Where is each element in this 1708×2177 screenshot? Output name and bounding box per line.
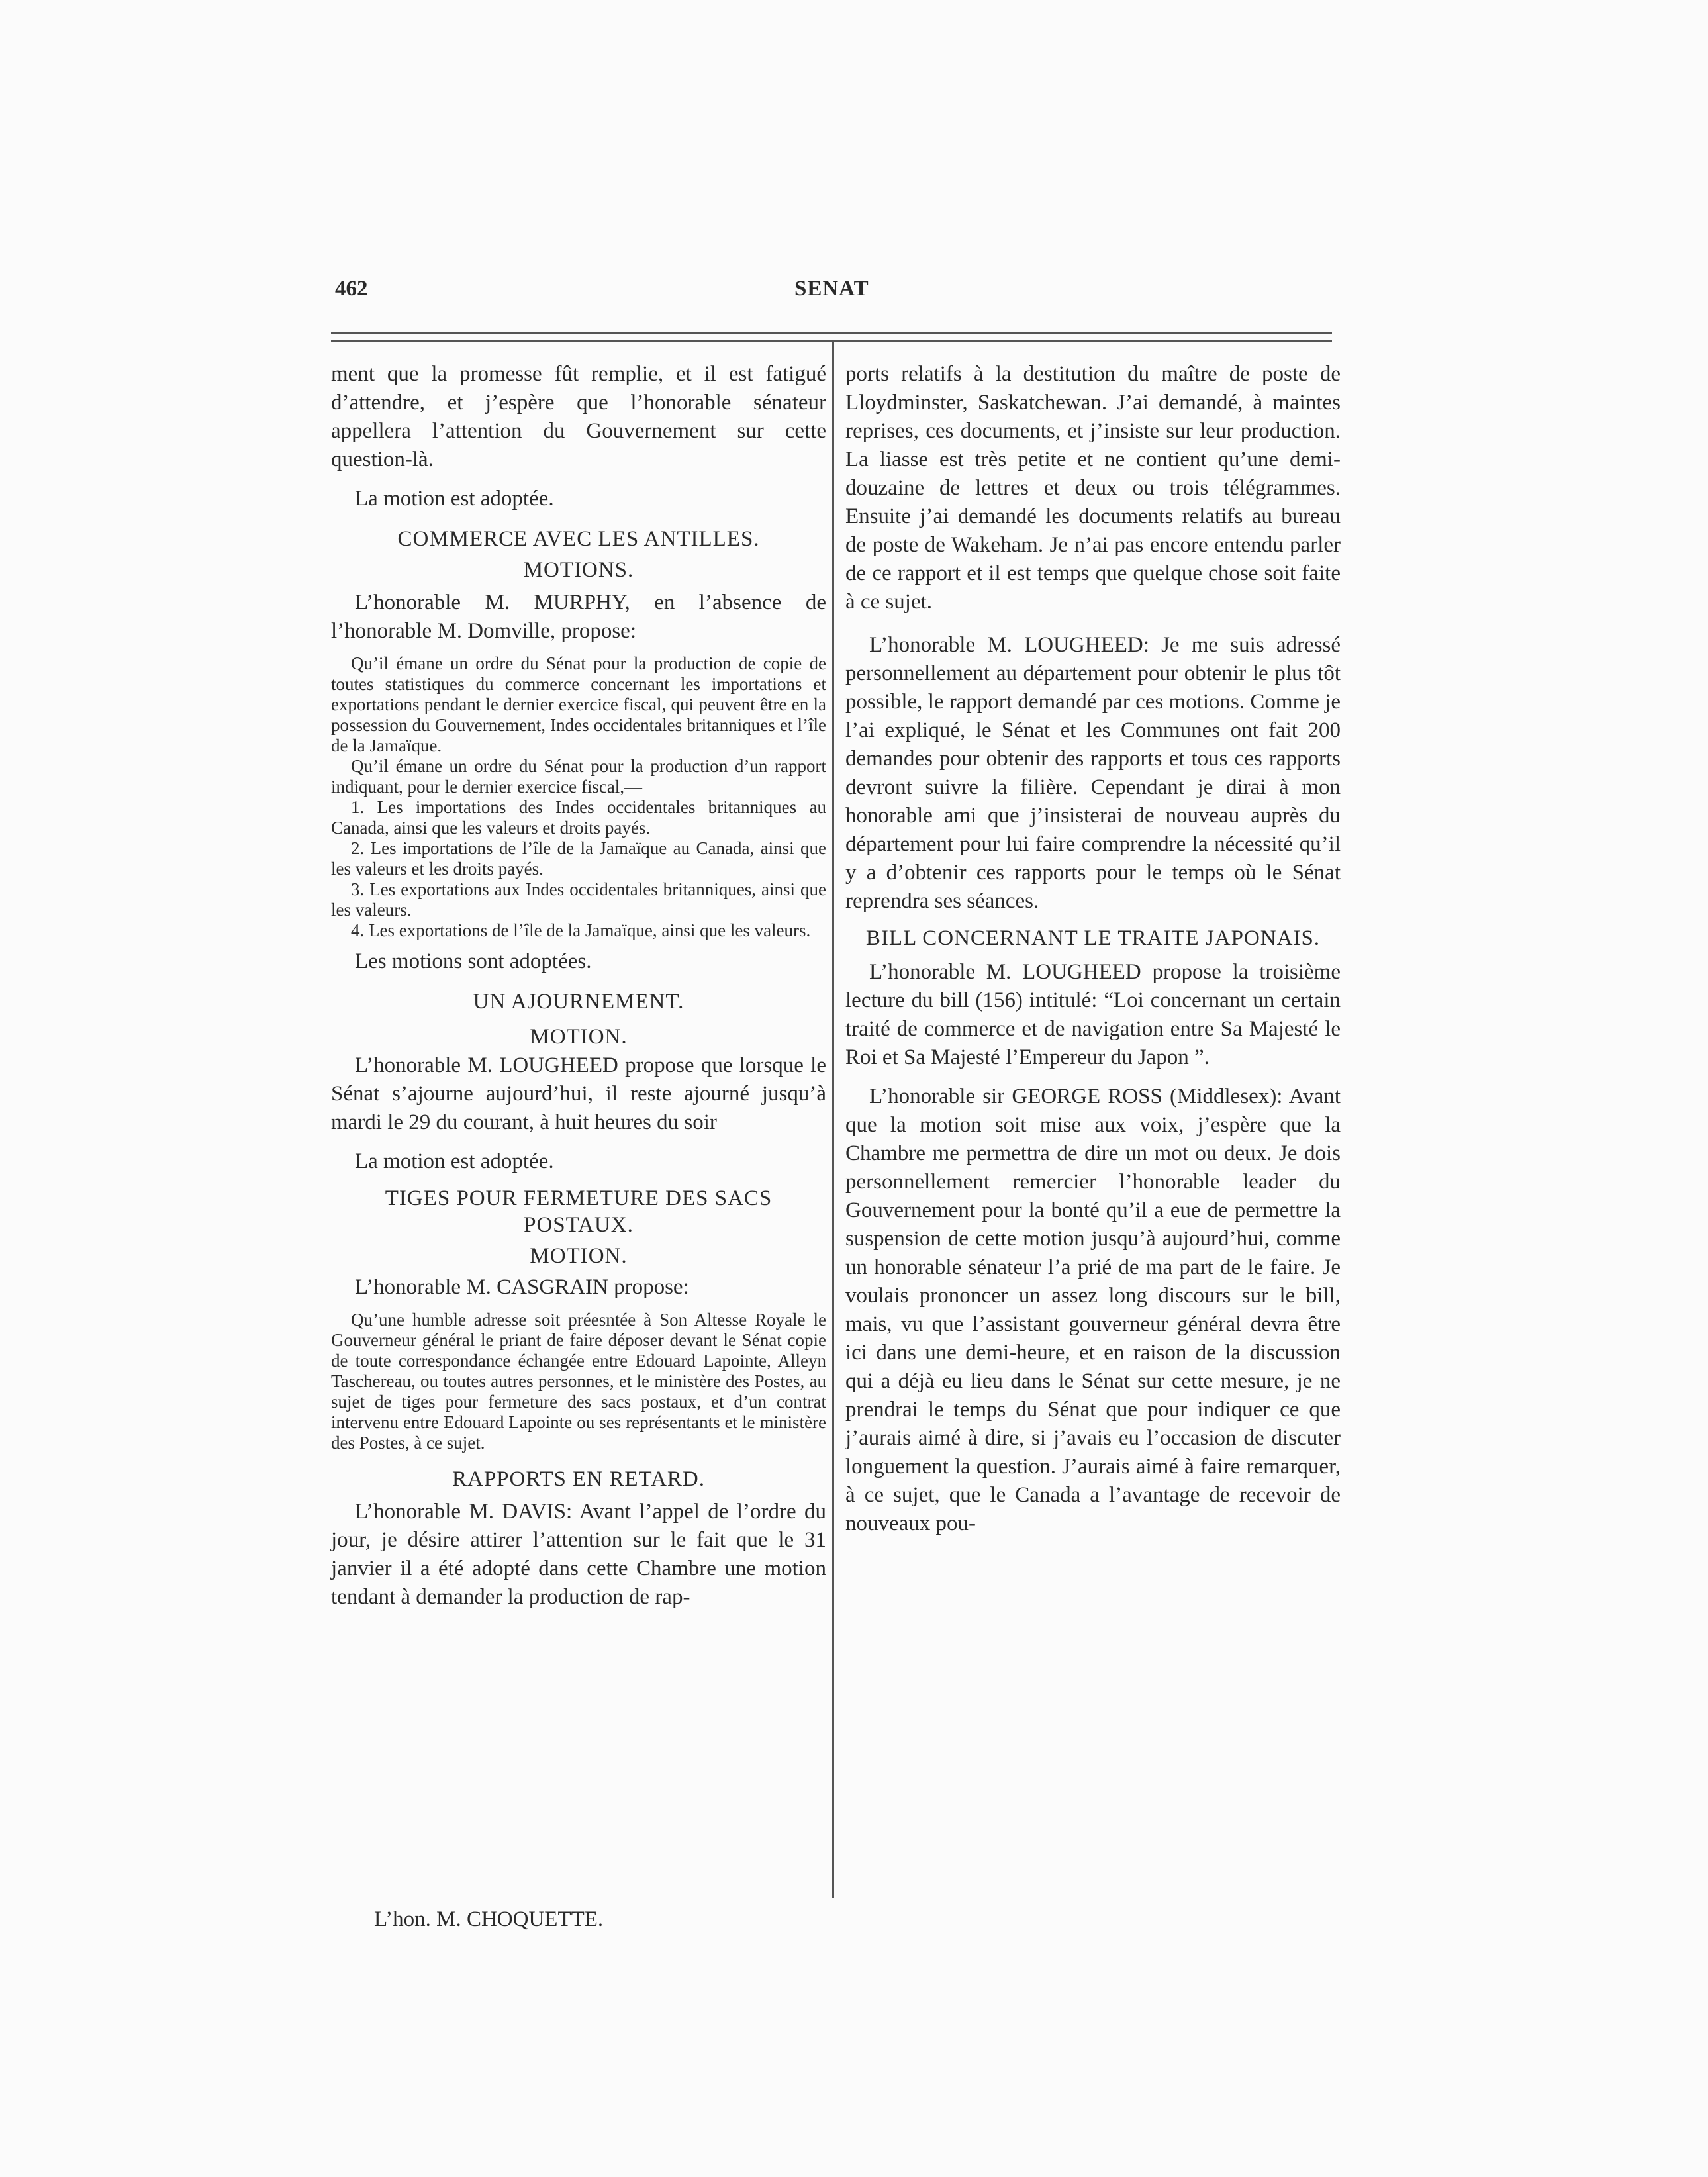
header-rule	[331, 332, 1332, 334]
paragraph: L’honorable M. LOUGHEED: Je me suis adressé personnellement au département pour obtenir le plus tôt possible, le rapport demandé par ces motions. Comme je l’ai expliqué, le Sénat et les Communes ont fait 200 demandes pour obtenir des rapports et tous ces rapports devront suivre la filière. Cependant je dirai à mon honorable ami que j’insisterai de nouveau auprès du département pour lui faire comprendre la nécessité qu’il y a d’obtenir ces rapports pour le temps où le Sénat reprendra ses séances.	[845, 633, 1341, 913]
paragraph: La motion est adoptée.	[355, 1149, 554, 1173]
header-rule	[331, 340, 1332, 342]
paragraph: L’honorable M. MURPHY, en l’absence de l’honorable M. Domville, propose:	[331, 591, 826, 643]
section-subheading: MOTIONS.	[523, 558, 634, 582]
page-number: 462	[335, 277, 368, 301]
page-signature: L’hon. M. CHOQUETTE.	[374, 1908, 604, 1931]
section-subheading: MOTION.	[530, 1244, 628, 1268]
quoted-motion: 4. Les exportations de l’île de la Jamaïque, ainsi que les valeurs.	[351, 920, 811, 940]
section-heading: COMMERCE AVEC LES ANTILLES.	[397, 527, 760, 551]
paragraph: L’honorable M. LOUGHEED propose la troisième lecture du bill (156) intitulé: “Loi concernant un certain traité de commerce et de navigation entre Sa Majesté le Roi et Sa Majesté l’Empereur du Japon ”.	[845, 960, 1341, 1069]
paragraph: Les motions sont adoptées.	[355, 949, 592, 973]
section-heading: UN AJOURNEMENT.	[473, 990, 685, 1014]
paragraph: L’honorable M. CASGRAIN propose:	[355, 1275, 689, 1299]
quoted-motion: Qu’il émane un ordre du Sénat pour la production d’un rapport indiquant, pour le dernier exercice fiscal,—	[331, 756, 826, 797]
quoted-motion: 2. Les importations de l’île de la Jamaïque au Canada, ainsi que les valeurs et les droits payés.	[331, 838, 826, 879]
quoted-motion: 3. Les exportations aux Indes occidentales britanniques, ainsi que les valeurs.	[331, 879, 826, 920]
paragraph: L’honorable M. DAVIS: Avant l’appel de l’ordre du jour, je désire attirer l’attention sur le fait que le 31 janvier il a été adopté dans cette Chambre une motion tendant à demander la production de rap-	[331, 1500, 826, 1609]
running-head: SENAT	[794, 277, 869, 301]
paragraph: ports relatifs à la destitution du maître de poste de Lloydminster, Saskatchewan. J’ai demandé, à maintes reprises, ces documents, et j’insiste sur leur production. La liasse est très petite et ne contient qu’une demi-douzaine de lettres et deux ou trois télégrammes. Ensuite j’ai demandé les documents relatifs au bureau de poste de Wakeham. Je n’ai pas encore entendu parler de ce rapport et il est temps que quelque chose soit faite à ce sujet.	[845, 362, 1341, 614]
paragraph: L’honorable M. LOUGHEED propose que lorsque le Sénat s’ajourne aujourd’hui, il reste ajourné jusqu’à mardi le 29 du courant, à huit heures du soir	[331, 1053, 826, 1134]
quoted-motion: Qu’il émane un ordre du Sénat pour la production de copie de toutes statistiques du commerce concernant les importations et exportations pendant le dernier exercice fiscal, qui peuvent être en la possession du Gouvernement, Indes occidentales britanniques et l’île de la Jamaïque.	[331, 653, 826, 755]
section-heading: BILL CONCERNANT LE TRAITE JAPONAIS.	[865, 926, 1321, 950]
section-subheading: MOTION.	[530, 1025, 628, 1049]
quoted-motion: 1. Les importations des Indes occidentales britanniques au Canada, ainsi que les valeurs et droits payés.	[331, 797, 826, 838]
paragraph: L’honorable sir GEORGE ROSS (Middlesex): Avant que la motion soit mise aux voix, j’espère que la Chambre me permettra de dire un mot ou deux. Je dois personnellement remercier l’honorable leader du Gouvernement pour la bonté qu’il a eue de permettre la suspension de cette motion jusqu’à aujourd’hui, comme un honorable sénateur l’a prié de ma part de le faire. Je voulais prononcer un assez long discours sur le bill, mais, vu que l’assistant gouverneur général devra être ici dans une demi-heure, et en raison de la discussion qui a déjà eu lieu dans le Sénat sur cette mesure, je ne prendrai le temps du Sénat que pour indiquer ce que j’aurais aimé à dire, si j’avais eu l’occasion de discuter longuement la question. J’aurais aimé à faire remarquer, à ce sujet, que le Canada a l’avantage de recevoir de nouveaux pou-	[845, 1085, 1341, 1535]
left-column	[331, 360, 826, 1612]
quoted-motion: Qu’une humble adresse soit préesntée à Son Altesse Royale le Gouverneur général le priant de faire déposer devant le Sénat copie de toute correspondance échangée entre Edouard Lapointe, Alleyn Taschereau, ou toutes autres personnes, et le ministère des Postes, au sujet de tiges pour fermeture des sacs postaux, et d’un contrat intervenu entre Edouard Lapointe ou ses représentants et le ministère des Postes, à ce sujet.	[331, 1310, 826, 1453]
column-divider	[832, 342, 834, 1898]
right-column	[845, 360, 1341, 1538]
section-heading: RAPPORTS EN RETARD.	[451, 1467, 706, 1491]
section-heading: TIGES POUR FERMETURE DES SACS POSTAUX.	[385, 1186, 773, 1237]
paragraph: ment que la promesse fût remplie, et il est fatigué d’attendre, et j’espère que l’honorable sénateur appellera l’attention du Gouvernement sur cette question-là.	[331, 362, 826, 471]
paragraph: La motion est adoptée.	[355, 487, 554, 510]
